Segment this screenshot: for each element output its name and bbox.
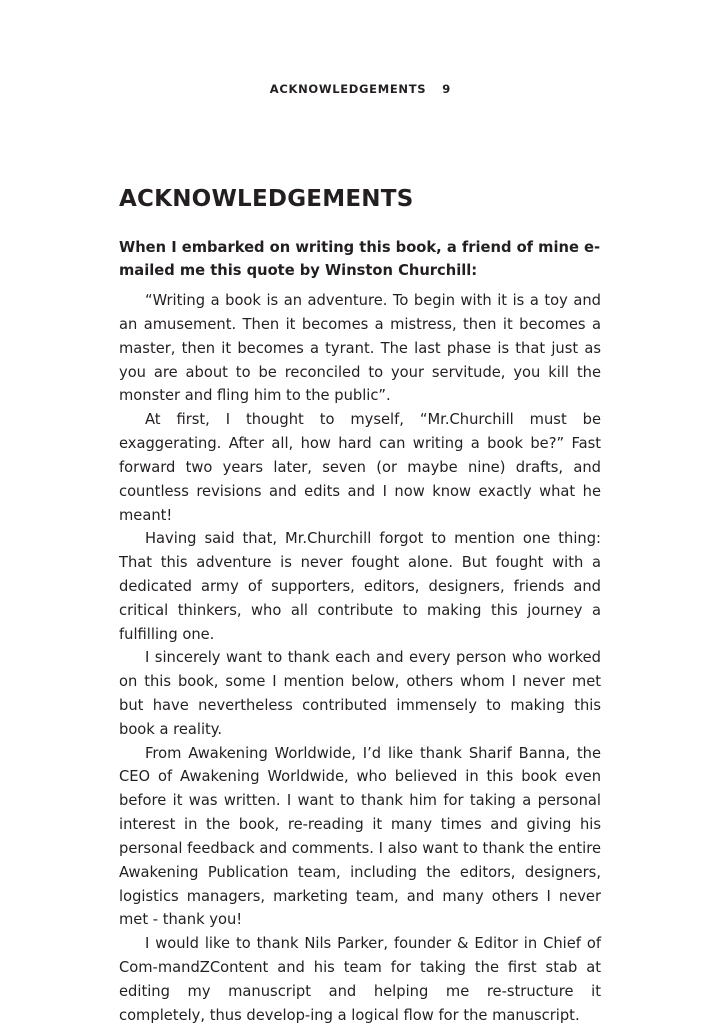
body-paragraph: From Awakening Worldwide, I’d like thank Sharif Banna, the CEO of Awakening Worldwide, who believed in this book even before it was written. I want to thank him for taking a personal interest in the book, re-reading it many times and giving his personal feedback and comments. I also want to thank the entire Awakening Publication team, including the editors, designers, logistics managers, marketing team, and many others I never met - thank you! xyxy=(119,744,601,929)
running-head xyxy=(0,82,720,96)
body-paragraph: “Writing a book is an adventure. To begin with it is a toy and an amusement. Then it becomes a mistress, then it becomes a master, then it becomes a tyrant. The last phase is that just as you are about to be reconciled to your servitude, you kill the monster and fling him to the public”. xyxy=(119,292,601,405)
chapter-content xyxy=(119,186,601,1027)
body-paragraph: I would like to thank Nils Parker, founder & Editor in Chief of Com-mandZContent and his team for taking the first stab at editing my manuscript and helping me re-structure it completely, thus develop-ing a logical flow for the manuscript. xyxy=(119,935,601,1024)
chapter-lead-paragraph: When I embarked on writing this book, a friend of mine e-mailed me this quote by Winston Churchill: xyxy=(119,238,601,280)
running-head-page-number: 9 xyxy=(442,82,451,96)
body-paragraph: Having said that, Mr.Churchill forgot to mention one thing: That this adventure is never fought alone. But fought with a dedicated army of supporters, editors, designers, friends and critical thinkers, who all contribute to making this journey a fulfilling one. xyxy=(119,530,601,643)
page-title: ACKNOWLEDGEMENTS xyxy=(119,186,414,212)
running-head-title: ACKNOWLEDGEMENTS xyxy=(269,82,427,96)
body-paragraph: I sincerely want to thank each and every person who worked on this book, some I mention below, others whom I never met but have nevertheless contributed immensely to making this book a reality. xyxy=(119,649,601,738)
body-paragraph: At first, I thought to myself, “Mr.Churchill must be exaggerating. After all, how hard can writing a book be?” Fast forward two years later, seven (or maybe nine) drafts, and countless revisions and edits and I now know exactly what he meant! xyxy=(119,411,601,524)
